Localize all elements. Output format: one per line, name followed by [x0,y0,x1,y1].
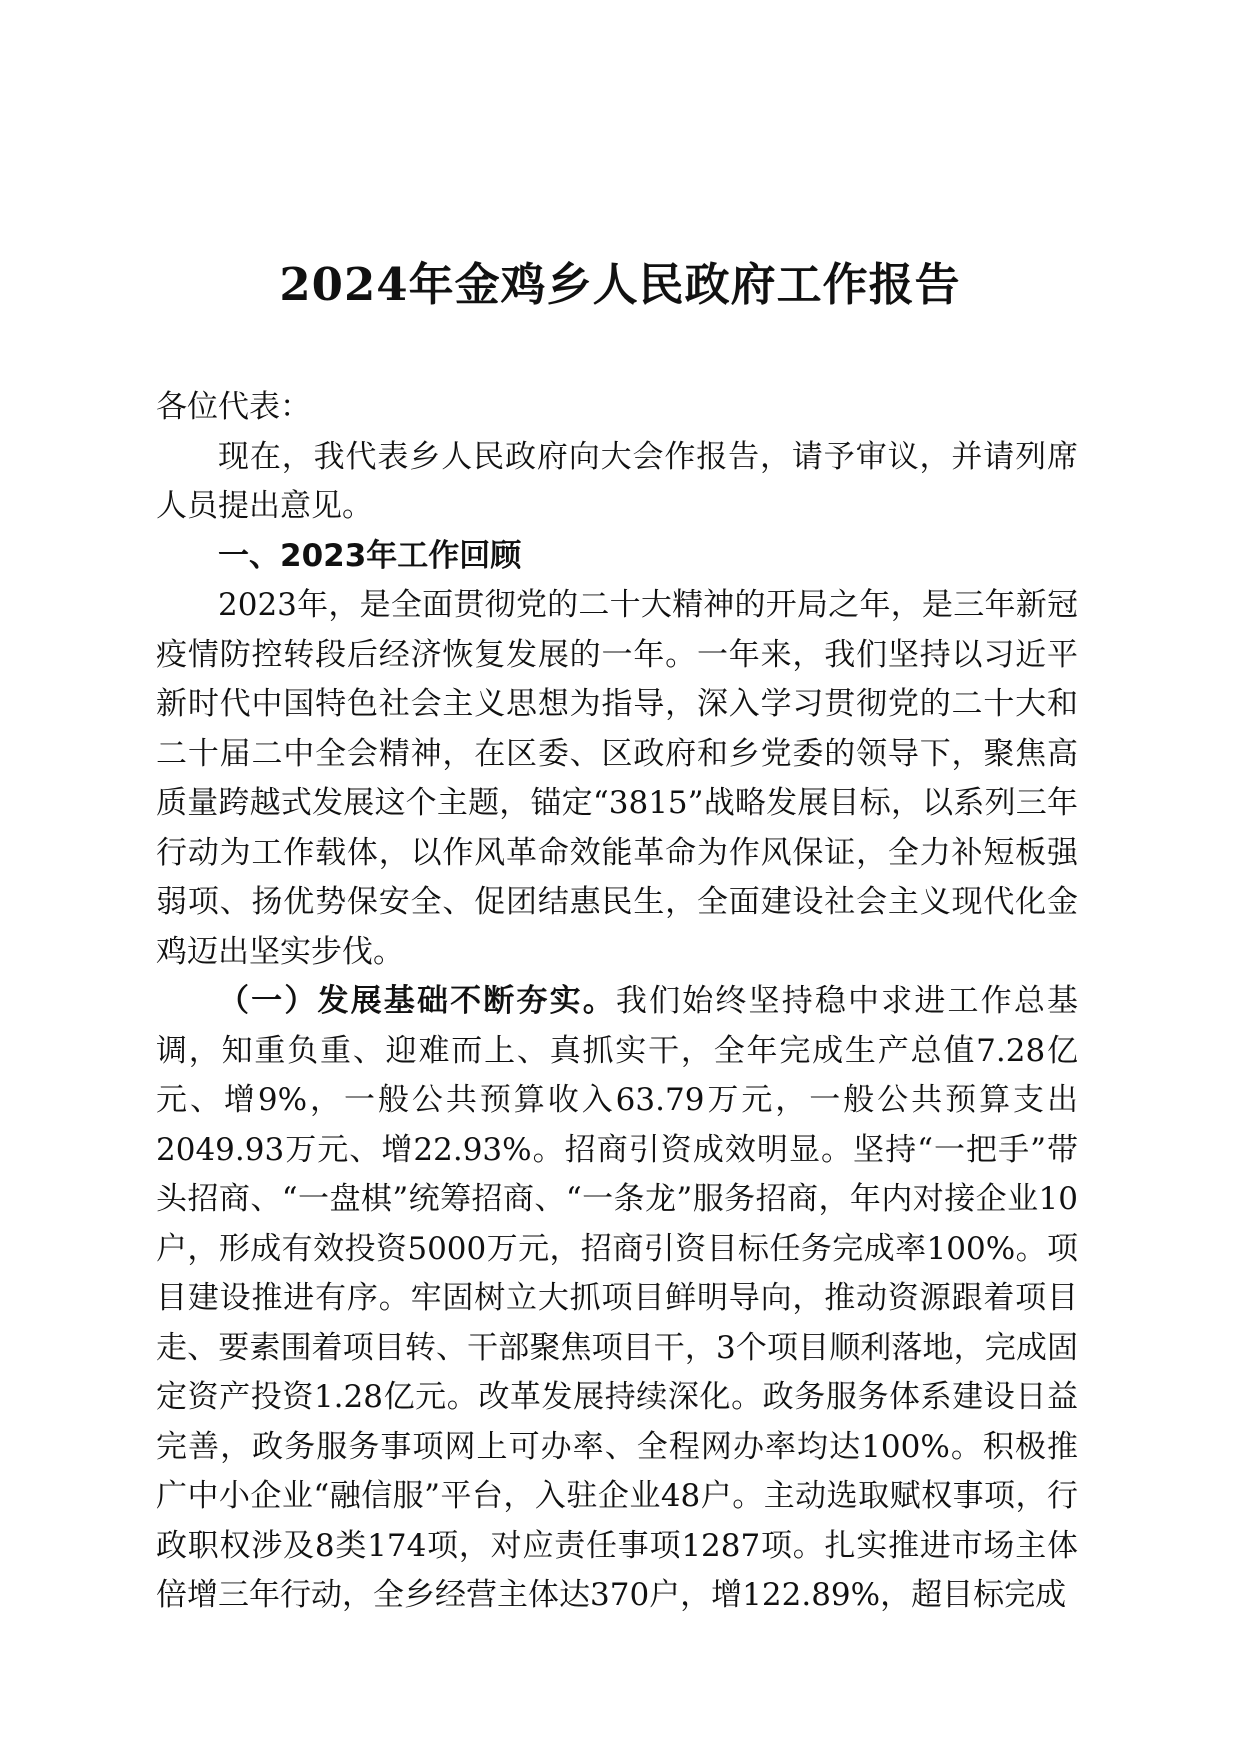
report-body [156,383,1078,1621]
salutation: 各位代表： [156,389,311,425]
subsection-text: 我们始终坚持稳中求进工作总基调，知重负重、迎难而上、真抓实干，全年完成生产总值7.28亿元、增9%，一般公共预算收入63.79万元，一般公共预算支出2049.93万元、增22.93%。招商引资成效明显。坚持“一把手”带头招商、“一盘棋”统筹招商、“一条龙”服务招商，年内对接企业10户，形成有效投资5000万元，招商引资目标任务完成率100%。项目建设推进有序。牢固树立大抓项目鲜明导向，推动资源跟着项目走、要素围着项目转、干部聚焦项目干，3个项目顺利落地，完成固定资产投资1.28亿元。改革发展持续深化。政务服务体系建设日益完善，政务服务事项网上可办率、全程网办率均达100%。积极推广中小企业“融信服”平台，入驻企业48户。主动选取赋权事项，行政职权涉及8类174项，对应责任事项1287项。扎实推进市场主体倍增三年行动，全乡经营主体达370户，增122.89%，超目标完成 [156,983,1079,1613]
section-paragraph-overview: 2023年，是全面贯彻党的二十大精神的开局之年，是三年新冠疫情防控转段后经济恢复发展的一年。一年来，我们坚持以习近平新时代中国特色社会主义思想为指导，深入学习贯彻党的二十大和二十届二中全会精神，在区委、区政府和乡党委的领导下，聚焦高质量跨越式发展这个主题，锚定“3815”战略发展目标，以系列三年行动为工作载体，以作风革命效能革命为作风保证，全力补短板强弱项、扬优势保安全、促团结惠民生，全面建设社会主义现代化金鸡迈出坚实步伐。 [156,587,1078,970]
subsection-paragraph-development [156,977,1078,1621]
section-heading-review: 一、2023年工作回顾 [218,537,522,574]
intro-paragraph: 现在，我代表乡人民政府向大会作报告，请予审议，并请列席人员提出意见。 [156,438,1078,524]
report-title: 2024年金鸡乡人民政府工作报告 [279,258,961,311]
subsection-lead: （一）发展基础不断夯实。 [218,983,616,1019]
